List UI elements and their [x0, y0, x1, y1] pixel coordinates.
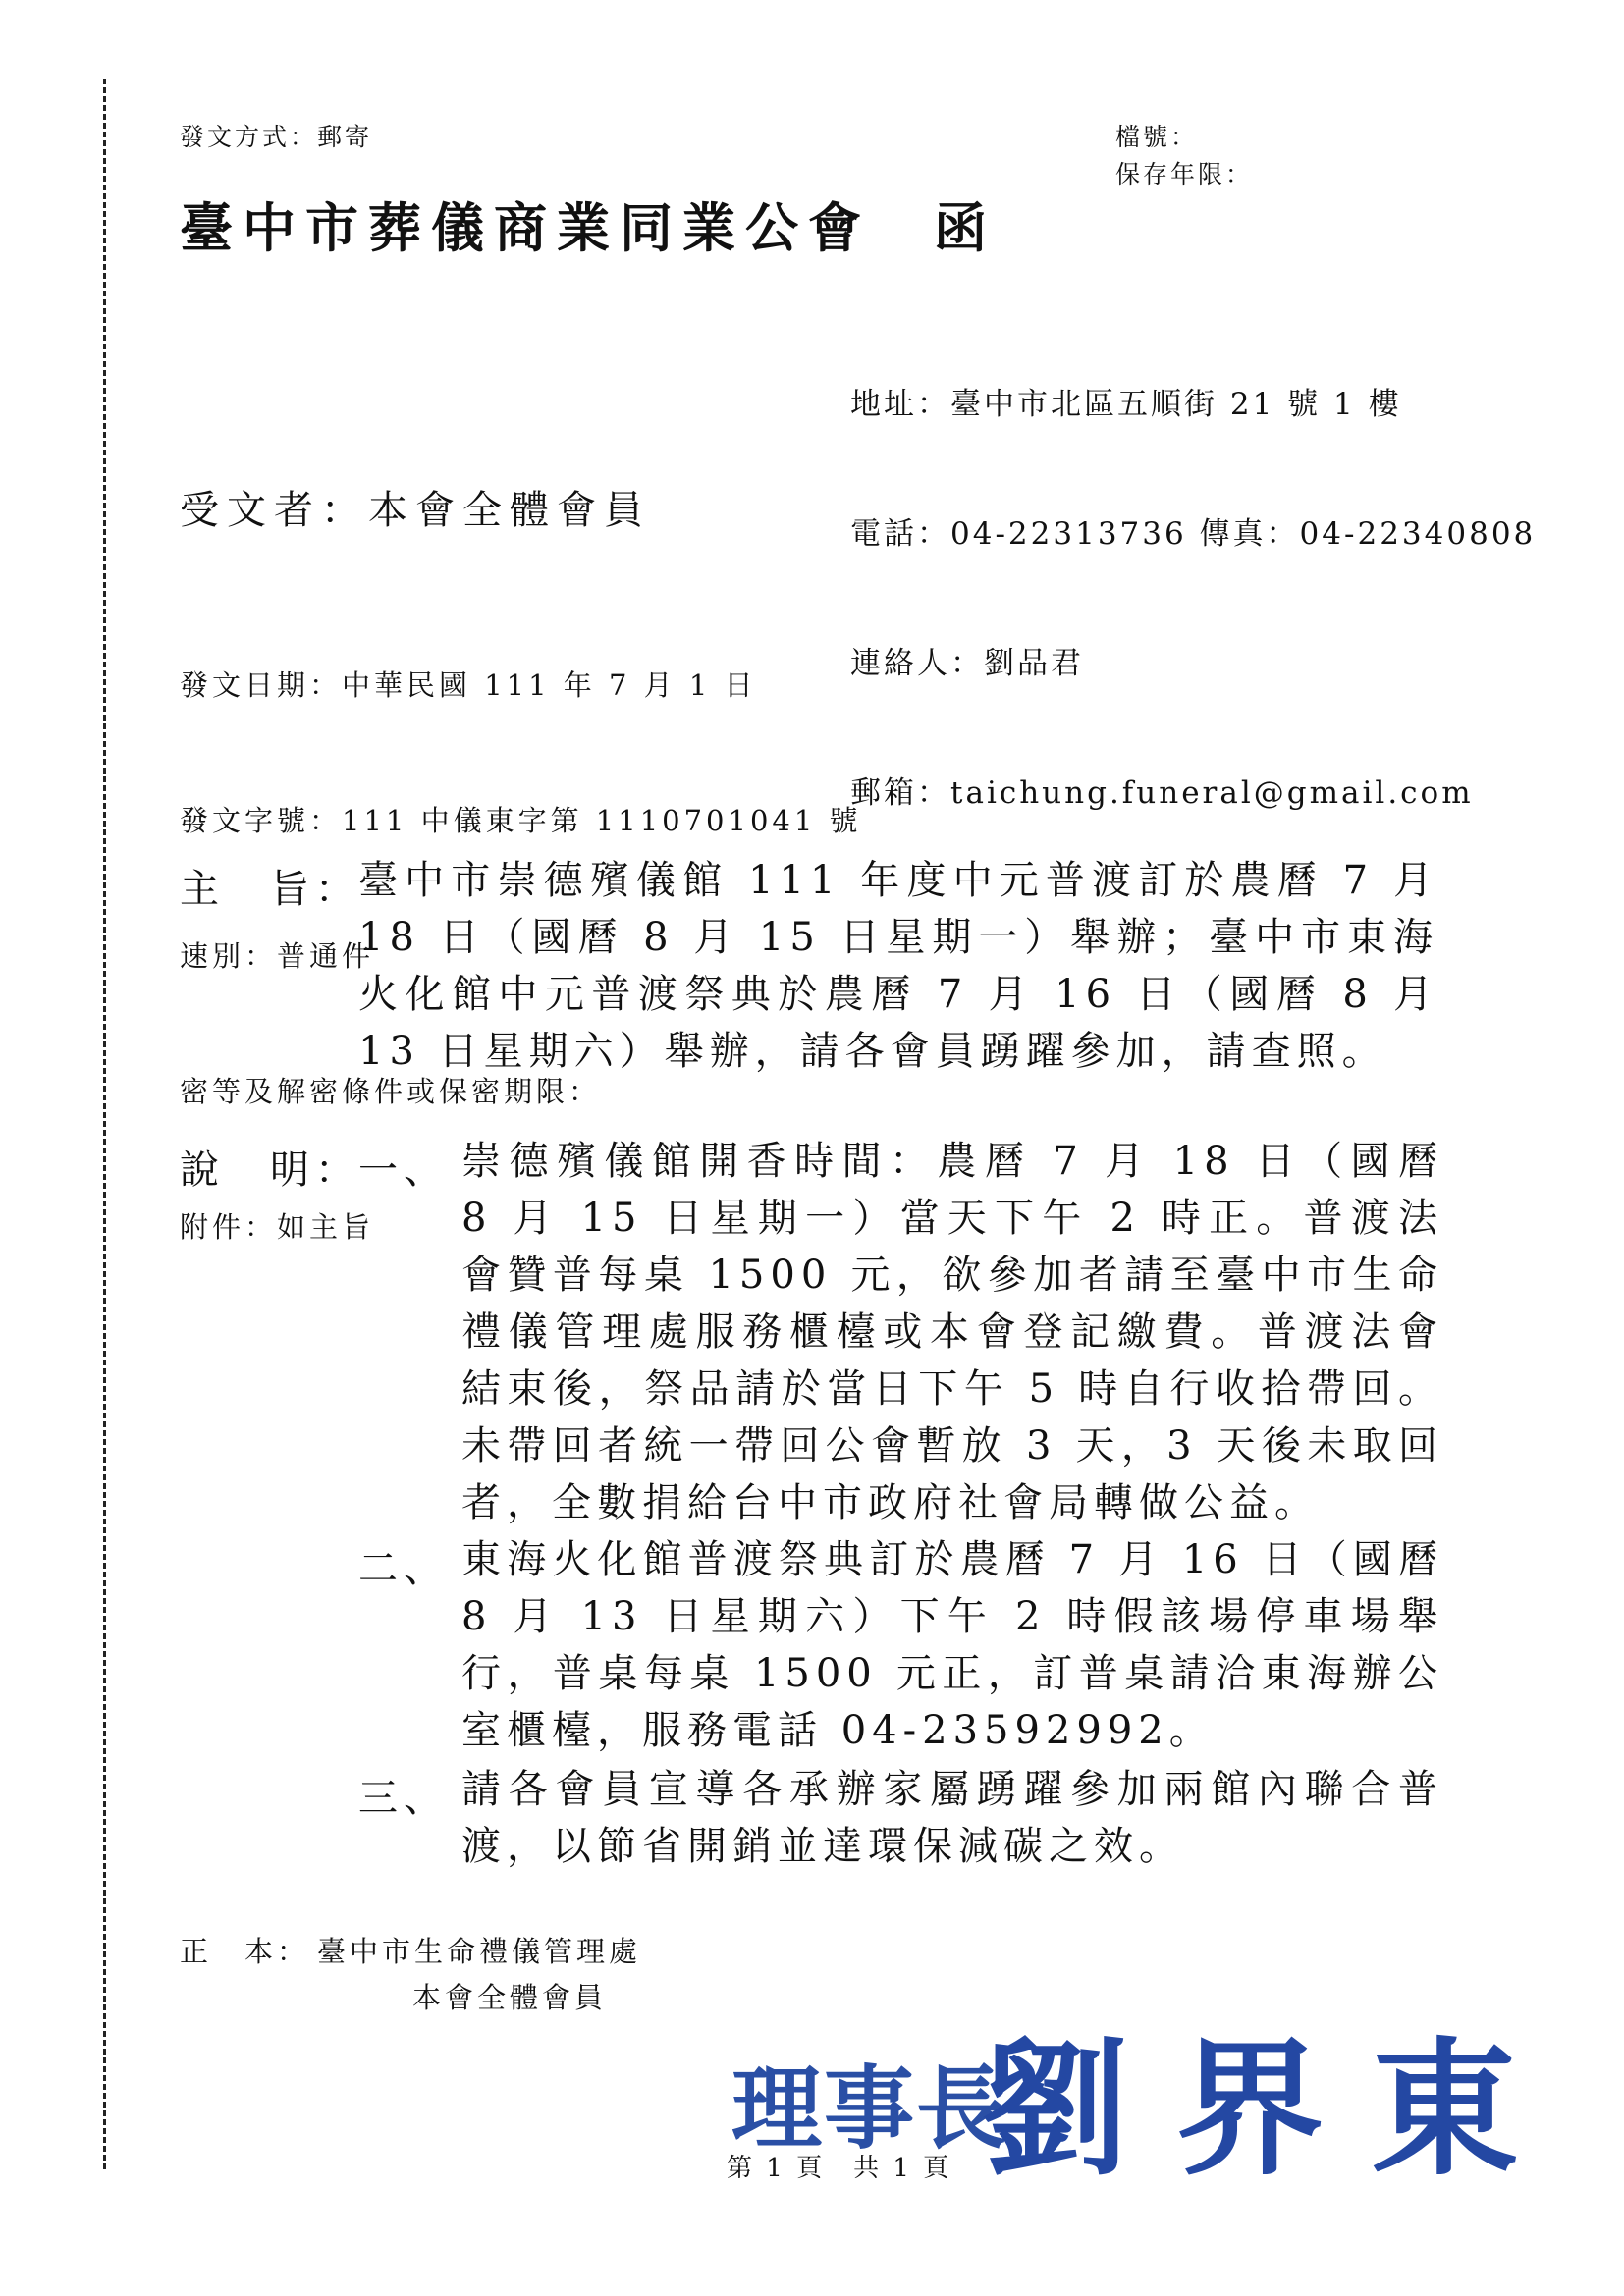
distribution-label: 正 本：: [180, 1935, 310, 1968]
secrecy-level: 密等及解密條件或保密期限：: [180, 1075, 602, 1108]
description-item-number: 一、: [358, 1148, 449, 1193]
file-number: 檔號：: [1115, 123, 1199, 151]
page-number: 第 1 頁 共 1 頁: [727, 2154, 952, 2183]
contact-address: 地址：臺中市北區五順街 21 號 1 樓: [850, 387, 1402, 422]
send-date: 發文日期：中華民國 111 年 7 月 1 日: [180, 668, 757, 702]
description-item-text: 崇德殯儀館開香時間：農曆 7 月 18 日（國曆 8 月 15 日星期一）當天下午 2 時正。普渡法會贊普每桌 1500 元，欲參加者請至臺中市生命禮儀管理處服務櫃檯或本會登記繳費。普渡法會結束後，祭品請於當日下午 5 時自行收拾帶回。未帶回者統一帶回公會暫放 3 天，3 天後未取回者，全數捐給台中市政府社會局轉做公益。: [461, 1139, 1443, 1525]
description-label: 說 明：: [180, 1148, 360, 1193]
document-title: 臺中市葬儀商業同業公會 函: [180, 196, 997, 259]
document-number: 發文字號：111 中儀東字第 1110701041 號: [180, 804, 862, 837]
contact-person: 連絡人：劉品君: [850, 646, 1084, 681]
contact-phone-fax: 電話：04-22313736 傳真：04-22340808: [850, 516, 1537, 552]
description-item-number: 三、: [358, 1776, 449, 1821]
binding-margin-line: [103, 79, 106, 2169]
attachment: 附件：如主旨: [180, 1210, 375, 1244]
retention-period: 保存年限：: [1115, 160, 1254, 188]
recipient: 受文者：本會全體會員: [180, 488, 651, 533]
subject-label: 主 旨：: [180, 867, 360, 912]
distribution-primary: 臺中市生命禮儀管理處: [317, 1935, 642, 1968]
contact-email: 郵箱：taichung.funeral@gmail.com: [850, 775, 1474, 811]
description-item-text: 請各會員宣導各承辦家屬踴躍參加兩館內聯合普渡，以節省開銷並達環保減碳之效。: [461, 1767, 1443, 1869]
description-item-number: 二、: [358, 1546, 449, 1591]
contact-block: [850, 296, 1536, 858]
speed-class: 速別：普通件: [180, 939, 375, 973]
subject-text: 臺中市崇德殯儀館 111 年度中元普渡訂於農曆 7 月 18 日（國曆 8 月 15 日星期一）舉辦；臺中市東海火化館中元普渡祭典於農曆 7 月 16 日（國曆 8 月 13 日星期六）舉辦，請各會員踴躍參加，請查照。: [358, 858, 1438, 1074]
distribution-secondary: 本會全體會員: [412, 1981, 608, 2014]
chairman-title-stamp: 理事長: [731, 2056, 1009, 2162]
send-method: 發文方式：郵寄: [180, 123, 373, 151]
description-item-text: 東海火化館普渡祭典訂於農曆 7 月 16 日（國曆 8 月 13 日星期六）下午 2 時假該場停車場舉行，普桌每桌 1500 元正，訂普桌請洽東海辦公室櫃檯，服務電話 04-23592992。: [461, 1537, 1443, 1753]
chairman-name-stamp: 劉界東: [982, 2023, 1566, 2196]
